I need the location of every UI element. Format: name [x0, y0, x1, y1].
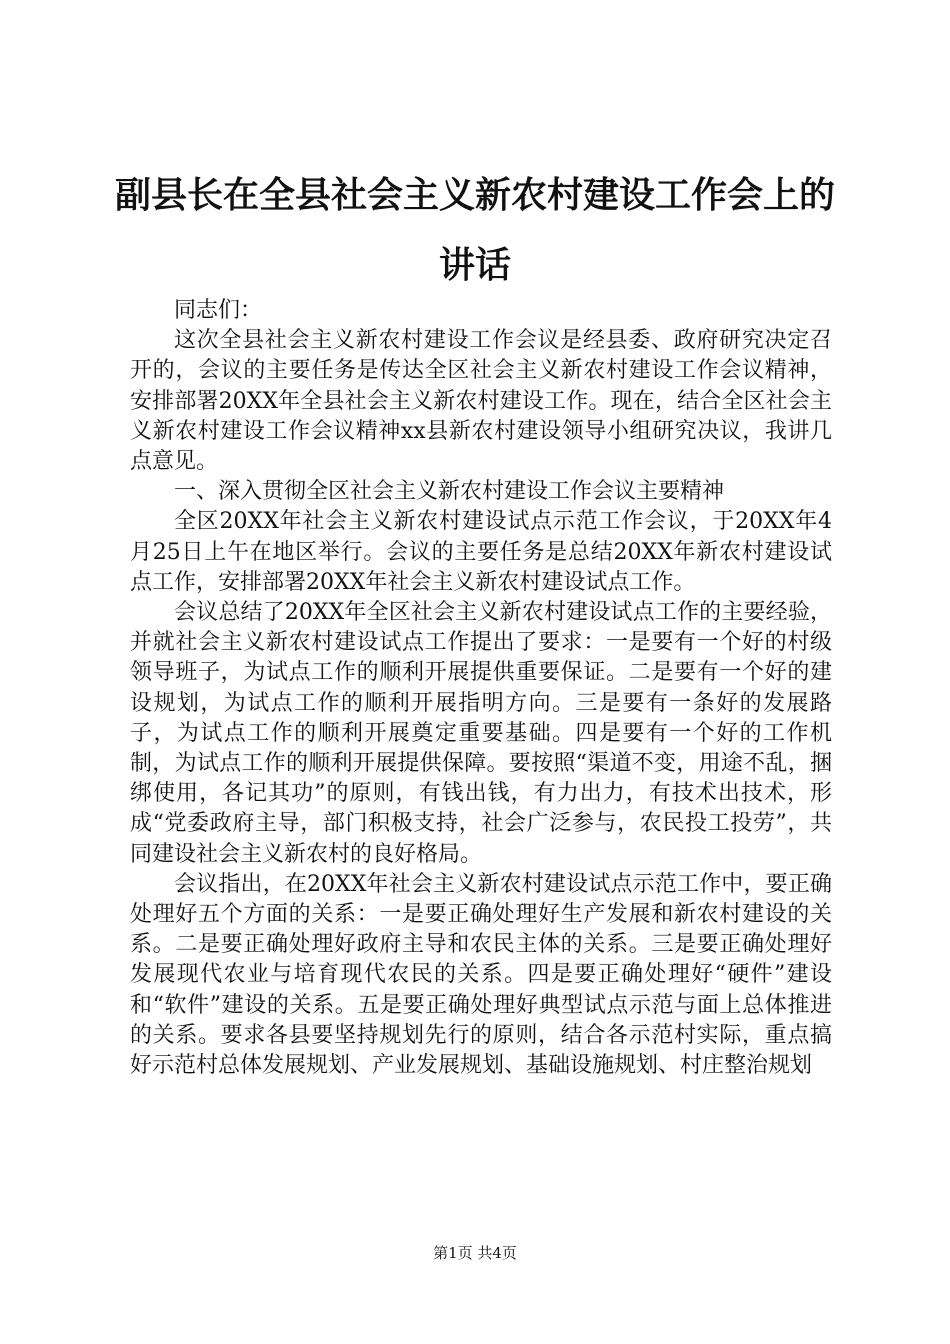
page-number-footer: 第1页 共4页	[433, 1244, 517, 1262]
document-title: 副县长在全县社会主义新农村建设工作会上的讲话	[114, 174, 835, 286]
paragraph-relations: 会议指出，在20XX年社会主义新农村建设试点示范工作中，要正确处理好五个方面的关系：一是要正确处理好生产发展和新农村建设的关系。二是要正确处理好政府主导和农民主体的关系。三是要正确处理好发展现代农业与培育现代农民的关系。四是要正确处理好“硬件”建设和“软件”建设的关系。五是要正确处理好典型试点示范与面上总体推进的关系。要求各县要坚持规划先行的原则，结合各示范村实际，重点搞好示范村总体发展规划、产业发展规划、基础设施规划、村庄整治规划	[130, 871, 832, 1079]
document-body	[130, 296, 832, 1081]
paragraph-summary: 会议总结了20XX年全区社会主义新农村建设试点工作的主要经验，并就社会主义新农村建设试点工作提出了要求：一是要有一个好的村级领导班子，为试点工作的顺利开展提供重要保证。二是要有一个好的建设规划，为试点工作的顺利开展指明方向。三是要有一条好的发展路子，为试点工作的顺利开展奠定重要基础。四是要有一个好的工作机制，为试点工作的顺利开展提供保障。要按照“渠道不变，用途不乱，捆绑使用，各记其功”的原则，有钱出钱，有力出力，有技术出技术，形成“党委政府主导，部门积极支持，社会广泛参与，农民投工投劳”，共同建设社会主义新农村的良好格局。	[130, 600, 832, 867]
salutation: 同志们：	[174, 298, 263, 323]
paragraph-intro: 这次全县社会主义新农村建设工作会议是经县委、政府研究决定召开的，会议的主要任务是传达全区社会主义新农村建设工作会议精神，安排部署20XX年全县社会主义新农村建设工作。现在，结合全区社会主义新农村建设工作会议精神xx县新农村建设领导小组研究决议，我讲几点意见。	[130, 328, 832, 475]
section-heading: 一、深入贯彻全区社会主义新农村建设工作会议主要精神	[174, 479, 725, 505]
paragraph-meeting: 全区20XX年社会主义新农村建设试点示范工作会议，于20XX年4月25日上午在地区举行。会议的主要任务是总结20XX年新农村建设试点工作，安排部署20XX年社会主义新农村建设试点工作。	[130, 509, 832, 595]
